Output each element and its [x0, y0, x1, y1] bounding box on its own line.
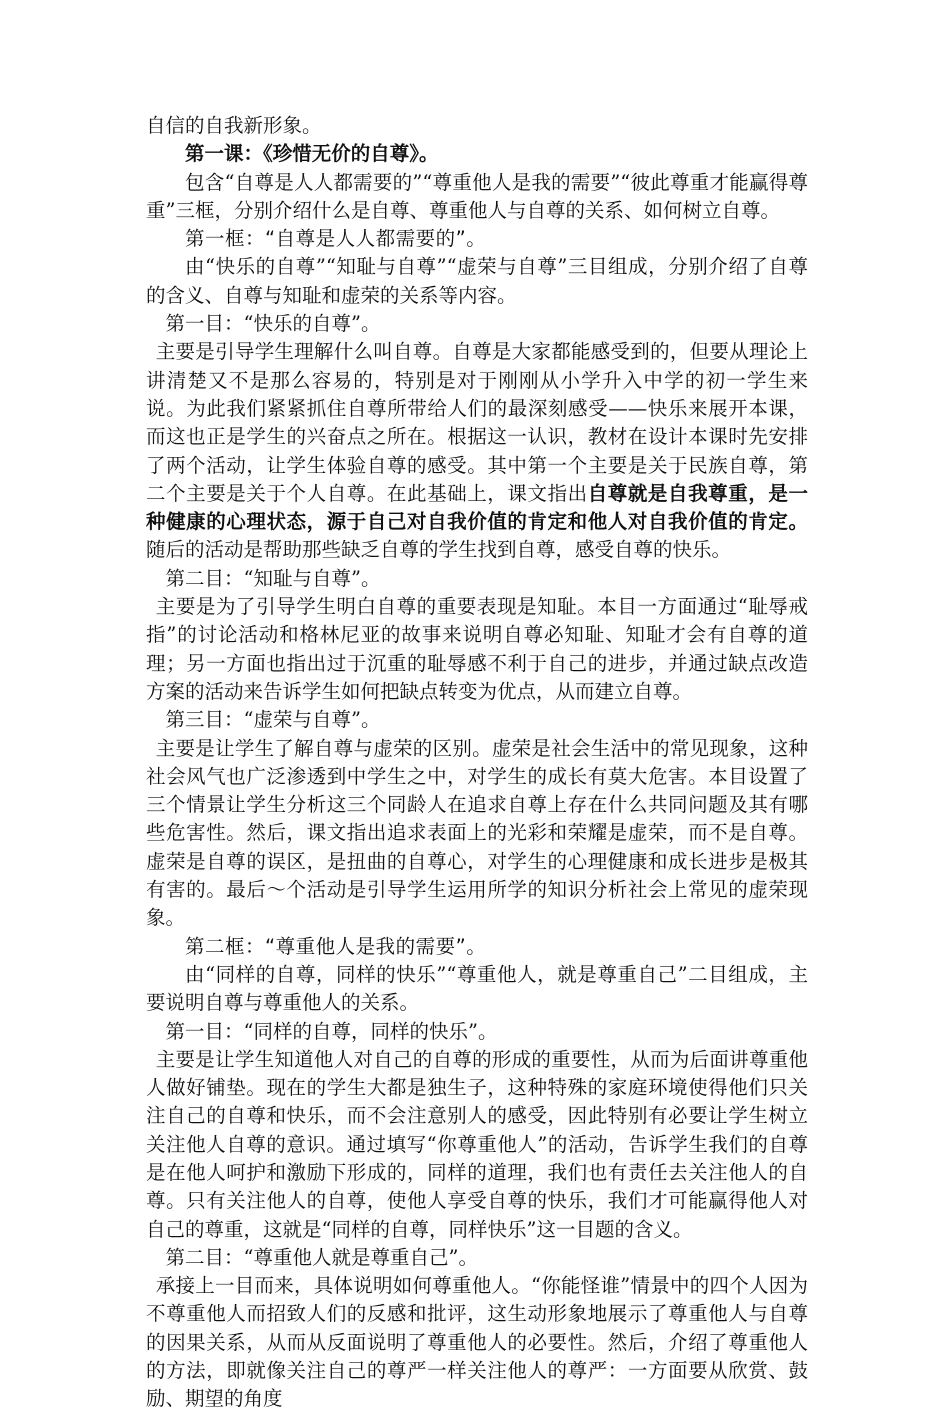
lesson-summary: 包含“自尊是人人都需要的”“尊重他人是我的需要”“彼此尊重才能赢得尊重”三框，分别介绍什么是自尊、尊重他人与自尊的关系、如何树立自尊。	[146, 170, 808, 222]
item-1-body	[146, 338, 808, 564]
item-3-body: 主要是让学生了解自尊与虚荣的区别。虚荣是社会生活中的常见现象，这种社会风气也广泛渗透到中学生之中，对学生的成长有莫大危害。本目设置了三个情景让学生分析这三个同龄人在追求自尊上存在什么共同问题及其有哪些危害性。然后，课文指出追求表面上的光彩和荣耀是虚荣，而不是自尊。虚荣是自尊的误区，是扭曲的自尊心，对学生的心理健康和成长进步是极其有害的。最后～个活动是引导学生运用所学的知识分析社会上常见的虚荣现象。	[146, 736, 808, 930]
frame-1-summary: 由“快乐的自尊”“知耻与自尊”“虚荣与自尊”三目组成，分别介绍了自尊的含义、自尊与知耻和虚荣的关系等内容。	[146, 255, 808, 307]
lesson-heading: 第一课：《珍惜无价的自尊》。	[185, 142, 439, 166]
frame-2-item-2-heading: 第二目：“尊重他人就是尊重自己”。	[165, 1245, 478, 1269]
item-1-heading: 第一目：“快乐的自尊”。	[165, 312, 381, 336]
frame-2-summary: 由“同样的自尊，同样的快乐”“尊重他人，就是尊重自己”二目组成，主要说明自尊与尊重他人的关系。	[146, 962, 808, 1015]
item-1-body-text-a: 主要是引导学生理解什么叫自尊。自尊是大家都能感受到的，但要从理论上讲清楚又不是那么容易的，特别是对于刚刚从小学升入中学的初一学生来说。为此我们紧紧抓住自尊所带给人们的最深刻感受——快乐来展开本课，而这也正是学生的兴奋点之所在。根据这一认识，教材在设计本课时先安排了两个活动，让学生体验自尊的感受。其中第一个主要是关于民族自尊，第二个主要是关于个人自尊。在此基础上，课文指出	[146, 340, 808, 505]
document-page	[146, 112, 808, 1414]
item-2-body: 主要是为了引导学生明白自尊的重要表现是知耻。本目一方面通过“耻辱戒指”的讨论活动和格林尼亚的故事来说明自尊必知耻、知耻才会有自尊的道理；另一方面也指出过于沉重的耻辱感不利于自己的进步，并通过缺点改造方案的活动来告诉学生如何把缺点转变为优点，从而建立自尊。	[146, 595, 808, 703]
self-respect-definition: 自尊就是自我尊重，是一种健康的心理状态，源于自己对自我价值的肯定和他人对自我价值的肯定。	[146, 481, 808, 534]
frame-2-item-1-body: 主要是让学生知道他人对自己的自尊的形成的重要性，从而为后面讲尊重他人做好铺垫。现在的学生大都是独生子，这种特殊的家庭环境使得他们只关注自己的自尊和快乐，而不会注意别人的感受，因此特别有必要让学生树立关注他人自尊的意识。通过填写“你尊重他人”的活动，告诉学生我们的自尊是在他人呵护和激励下形成的，同样的道理，我们也有责任去关注他人的自尊。只有关注他人的自尊，使他人享受自尊的快乐，我们才可能赢得他人对自己的尊重，这就是“同样的自尊，同样快乐”这一目题的含义。	[146, 1047, 808, 1241]
frame-1-heading: 第一框：“自尊是人人都需要的”。	[185, 227, 487, 251]
frame-2-heading: 第二框：“尊重他人是我的需要”。	[185, 934, 487, 958]
frame-2-item-1-heading: 第一目：“同样的自尊，同样的快乐”。	[165, 1019, 498, 1043]
item-2-heading: 第二目：“知耻与自尊”。	[165, 566, 381, 590]
frame-2-item-2-body: 承接上一目而来，具体说明如何尊重他人。“你能怪谁”情景中的四个人因为不尊重他人而招致人们的反感和批评，这生动形象地展示了尊重他人与自尊的因果关系，从而从反面说明了尊重他人的必要性。然后，介绍了尊重他人的方法，即就像关注自己的尊严一样关注他人的尊严：一方面要从欣赏、鼓励、期望的角度	[146, 1274, 808, 1411]
item-1-body-text-b: 随后的活动是帮助那些缺乏自尊的学生找到自尊，感受自尊的快乐。	[146, 538, 732, 562]
paragraph-intro-tail: 自信的自我新形象。	[146, 114, 322, 137]
item-3-heading: 第三目：“虚荣与自尊”。	[165, 708, 381, 732]
